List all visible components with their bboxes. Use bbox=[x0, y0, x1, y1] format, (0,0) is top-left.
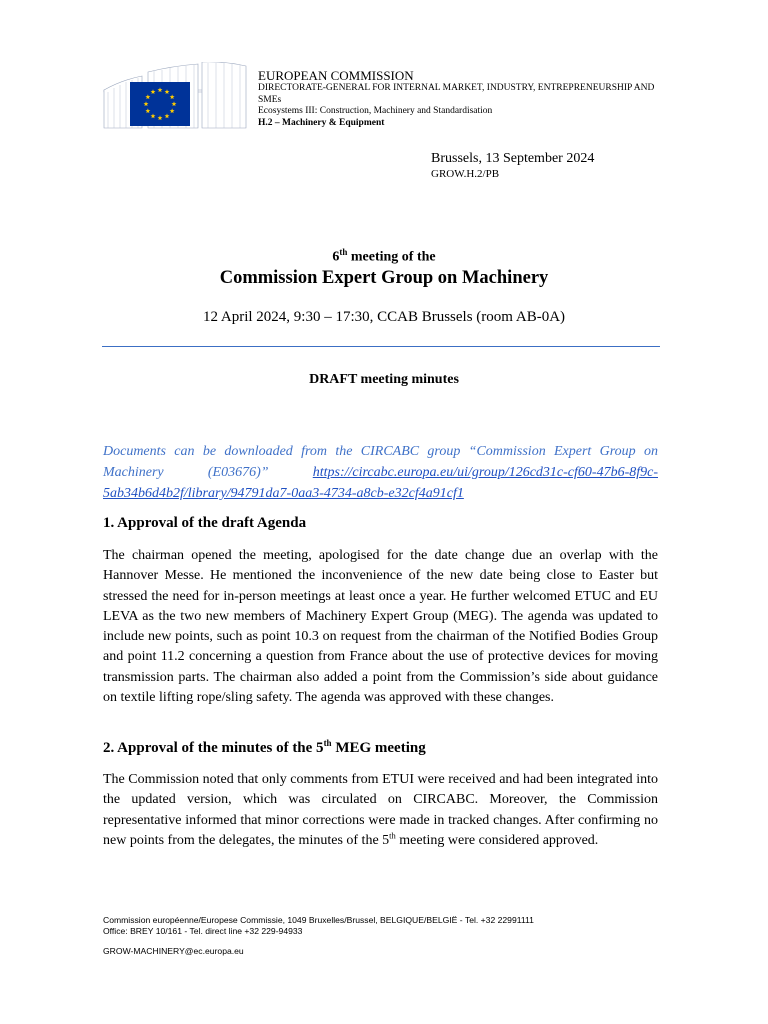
footer-office: Office: BREY 10/161 - Tel. direct line +32 229-94933 bbox=[103, 926, 303, 936]
reference: GROW.H.2/PB bbox=[431, 168, 500, 180]
org-name: EUROPEAN COMMISSION bbox=[258, 68, 414, 83]
meeting-title: Commission Expert Group on Machinery bbox=[219, 268, 549, 288]
documents-note bbox=[103, 441, 658, 504]
ecosystem: Ecosystems III: Construction, Machinery and Standardisation bbox=[258, 106, 493, 116]
european-commission-logo bbox=[102, 62, 248, 130]
footer-address bbox=[103, 915, 534, 937]
footer-postal: Commission européenne/Europese Commissie, 1049 Bruxelles/Brussel, BELGIQUE/BELGIË - Tel. +32 22991111 bbox=[103, 915, 534, 925]
letter-date: Brussels, 13 September 2024 bbox=[431, 151, 595, 166]
letterhead bbox=[258, 68, 678, 129]
circabc-link[interactable]: https://circabc.europa.eu/ui/group/126cd31c-cf60-47b6-8f9c-5ab34b6d4b2f/library/94791da7-0aa3-4734-a8cb-e32cf4a91cf1 bbox=[103, 465, 658, 501]
section-2-heading: 2. Approval of the minutes of the 5th MEG meeting bbox=[103, 738, 426, 756]
title-divider bbox=[102, 346, 660, 347]
section-2-body: The Commission noted that only comments from ETUI were received and had been integrated into the updated version, which was circulated on CIRCABC. Moreover, the Commission representative informed that minor corrections were made in tracked changes. After confirming no new points from the delegates, the minutes of the 5th meeting were considered approved. bbox=[103, 772, 658, 848]
unit: H.2 – Machinery & Equipment bbox=[258, 117, 385, 128]
section-1-heading: 1. Approval of the draft Agenda bbox=[103, 515, 307, 531]
documents-note-text: Documents can be downloaded from the CIRCABC group “Commission Expert Group on Machinery (E03676)” bbox=[103, 444, 658, 480]
meeting-date-location: 12 April 2024, 9:30 – 17:30, CCAB Brussels (room AB-0A) bbox=[202, 309, 566, 325]
directorate-general: DIRECTORATE-GENERAL FOR INTERNAL MARKET, INDUSTRY, ENTREPRENEURSHIP AND SMEs bbox=[258, 83, 655, 105]
meeting-number: 6th meeting of the bbox=[332, 247, 436, 265]
section-1-body: The chairman opened the meeting, apologised for the date change due an overlap with the Hannover Messe. He mentioned the inconvenience of the new date being close to Easter but stressed the need for in-person meetings at least once a year. He further welcomed ETUC and EU LEVA as the two new members of Machinery Expert Group (MEG). The agenda was updated to include new points, such as point 10.3 on request from the chairman of the Notified Bodies Group and point 11.2 concerning a question from France about the use of protective devices for moving transmission parts. The chairman also added a point from the Commission’s side about guidance on textile lifting rope/sling safety. The agenda was approved with these changes. bbox=[103, 548, 658, 706]
footer-email: GROW-MACHINERY@ec.europa.eu bbox=[103, 946, 244, 956]
dateline bbox=[431, 150, 594, 181]
draft-heading: DRAFT meeting minutes bbox=[309, 372, 459, 387]
